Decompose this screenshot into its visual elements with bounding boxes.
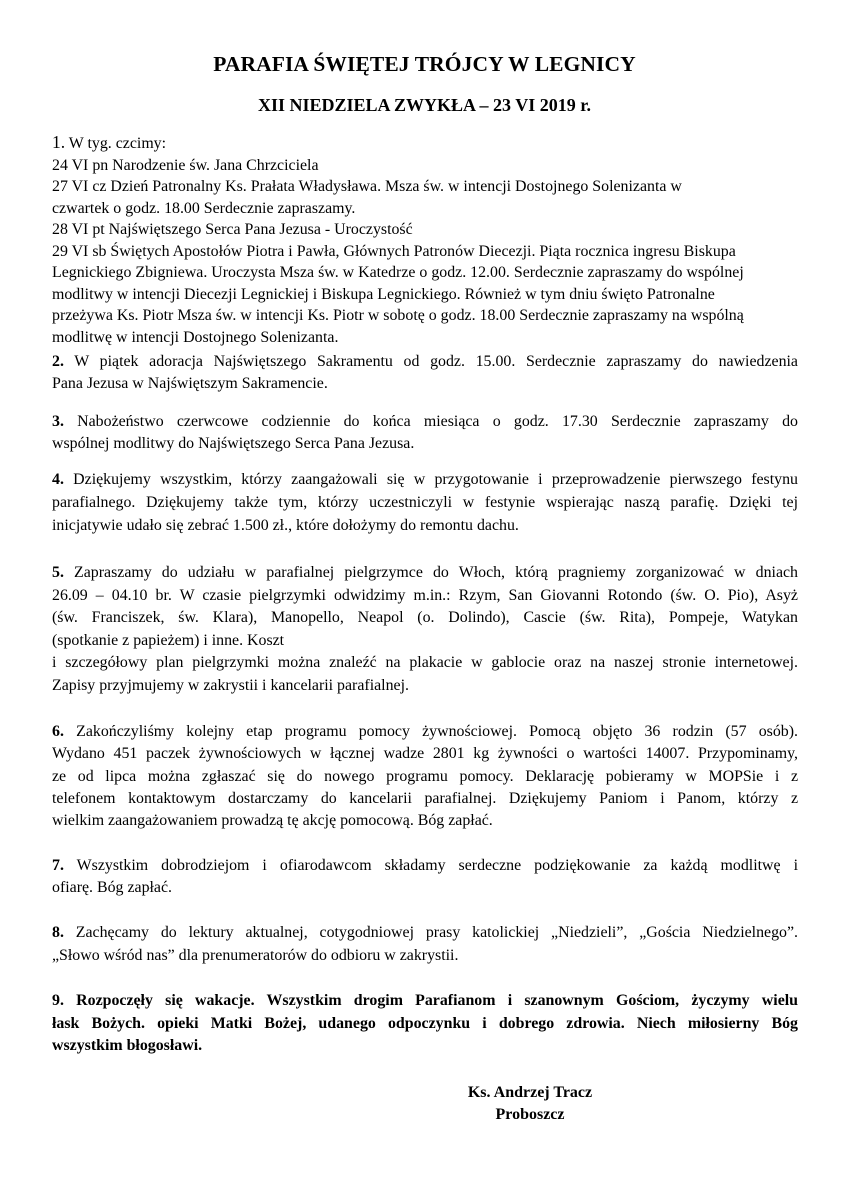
announcement-line: modlitwę w intencji Dostojnego Solenizanta.	[52, 328, 339, 346]
announcement-3	[52, 411, 798, 454]
page-title: PARAFIA ŚWIĘTEJ TRÓJCY W LEGNICY	[213, 52, 636, 76]
announcement-line: 7. Wszystkim dobrodziejom i ofiarodawcom składamy serdeczne podziękowanie za każdą modlitwę i	[52, 857, 798, 874]
announcement-number: 8.	[52, 924, 64, 941]
announcement-line: 4. Dziękujemy wszystkim, którzy zaangażowali się w przygotowanie i przeprowadzenie pierwszego festynu	[52, 471, 798, 488]
announcement-line: telefonem kontaktowym dostarczamy do kancelarii parafialnej. Dziękujemy Paniom i Panom, którzy z	[52, 789, 798, 807]
announcement-line: 27 VI cz Dzień Patronalny Ks. Prałata Władysława. Msza św. w intencji Dostojnego Solenizanta w	[52, 178, 682, 195]
announcement-line: „Słowo wśród nas” dla prenumeratorów do odbioru w zakrystii.	[52, 946, 459, 964]
announcement-line: 1. W tyg. czcimy:	[52, 132, 167, 152]
signature-name: Ks. Andrzej Tracz	[467, 1084, 593, 1101]
announcement-line: 6. Zakończyliśmy kolejny etap programu pomocy żywnościowej. Pomocą objęto 36 rodzin (57 osób).	[52, 723, 798, 740]
announcement-4	[52, 469, 798, 537]
announcement-line: 9. Rozpoczęły się wakacje. Wszystkim drogim Parafianom i szanownym Gościom, życzymy wielu	[52, 992, 798, 1009]
announcement-line: Zapisy przyjmujemy w zakrystii i kancelarii parafialnej.	[52, 676, 409, 694]
announcement-line: inicjatywie udało się zebrać 1.500 zł., które dołożymy do remontu dachu.	[52, 516, 519, 534]
announcement-line: (św. Franciszek, św. Klara), Manopello, Neapol (o. Dolindo), Cascie (św. Rita), Pompeje, Watykan	[52, 609, 798, 626]
announcement-line: ofiarę. Bóg zapłać.	[52, 879, 173, 897]
announcement-line: czwartek o godz. 18.00 Serdecznie zapraszamy.	[52, 199, 356, 217]
announcement-line: i szczegółowy plan pielgrzymki można znaleźć na plakacie w gablocie oraz na naszej stronie internetowej.	[52, 654, 798, 671]
announcement-line: 29 VI sb Świętych Apostołów Piotra i Pawła, Głównych Patronów Diecezji. Piąta rocznica ingresu Biskupa	[52, 242, 736, 260]
announcement-line: 24 VI pn Narodzenie św. Jana Chrzciciela	[52, 156, 319, 174]
announcement-line: wszystkim błogosławi.	[52, 1037, 203, 1054]
announcement-8	[52, 922, 798, 967]
announcement-line: 28 VI pt Najświętszego Serca Pana Jezusa - Uroczystość	[52, 221, 413, 238]
page-subtitle: XII NIEDZIELA ZWYKŁA – 23 VI 2019 r.	[257, 95, 592, 115]
announcement-line: (spotkanie z papieżem) i inne. Koszt	[52, 631, 285, 649]
announcement-number: 9.	[52, 992, 64, 1009]
announcement-line: wspólnej modlitwy do Najświętszego Serca Pana Jezusa.	[52, 434, 415, 452]
signature-role: Proboszcz	[495, 1106, 565, 1123]
announcement-line: Wydano 451 paczek żywnościowych w łącznej wadze 2801 kg żywności o wartości 14007. Przypominamy,	[52, 745, 798, 763]
announcement-1	[52, 132, 798, 348]
announcement-line: łask Bożych. opieki Matki Bożej, udanego odpoczynku i dobrego zdrowia. Niech miłosierny Bóg	[52, 1014, 798, 1032]
announcement-7	[52, 855, 798, 900]
announcement-line: ze od lipca można zgłaszać się do nowego programu pomocy. Deklarację pobieramy w MOPSie i z	[52, 767, 798, 785]
announcement-number: 1.	[52, 132, 66, 152]
announcement-line: 8. Zachęcamy do lektury aktualnej, cotygodniowej prasy katolickiej „Niedzieli”, „Gościa Niedzielnego”.	[52, 924, 798, 941]
announcement-line: Pana Jezusa w Najświętszym Sakramencie.	[52, 374, 328, 392]
announcement-line: 26.09 – 04.10 br. W czasie pielgrzymki odwidzimy m.in.: Rzym, San Giovanni Rotondo (św. O. Pio), Asyż	[52, 586, 798, 604]
announcement-number: 7.	[52, 857, 64, 874]
announcement-9	[52, 990, 798, 1058]
announcement-line: 3. Nabożeństwo czerwcowe codziennie do końca miesiąca o godz. 17.30 Serdecznie zapraszamy do	[52, 413, 798, 430]
announcement-line: 5. Zapraszamy do udziału w parafialnej pielgrzymce do Włoch, którą pragniemy zorganizować w dniach	[52, 564, 798, 581]
announcement-line: modlitwy w intencji Diecezji Legnickiej i Biskupa Legnickiego. Również w tym dniu święto Patronalne	[52, 285, 715, 303]
announcement-number: 2.	[52, 353, 64, 370]
announcement-number: 4.	[52, 471, 64, 488]
announcement-6	[52, 721, 798, 832]
announcement-line: przeżywa Ks. Piotr Msza św. w intencji Ks. Piotr w sobotę o godz. 18.00 Serdecznie zapraszamy na wspólną	[52, 307, 744, 324]
announcement-line: wielkim zaangażowaniem prowadzą tę akcję pomocową. Bóg zapłać.	[52, 812, 493, 830]
announcement-number: 3.	[52, 413, 64, 430]
announcement-line: Legnickiego Zbigniewa. Uroczysta Msza św. w Katedrze o godz. 12.00. Serdecznie zapraszamy do wspólnej	[52, 264, 744, 281]
announcement-line: parafialnego. Dziękujemy także tym, którzy uczestniczyli w festynie wspierając naszą parafię. Dzięki tej	[52, 493, 798, 511]
announcement-5	[52, 562, 798, 697]
announcement-2	[52, 351, 798, 394]
announcement-number: 6.	[52, 723, 64, 740]
announcement-line: 2. W piątek adoracja Najświętszego Sakramentu od godz. 15.00. Serdecznie zapraszamy do nawiedzenia	[52, 353, 798, 370]
announcement-number: 5.	[52, 564, 64, 581]
